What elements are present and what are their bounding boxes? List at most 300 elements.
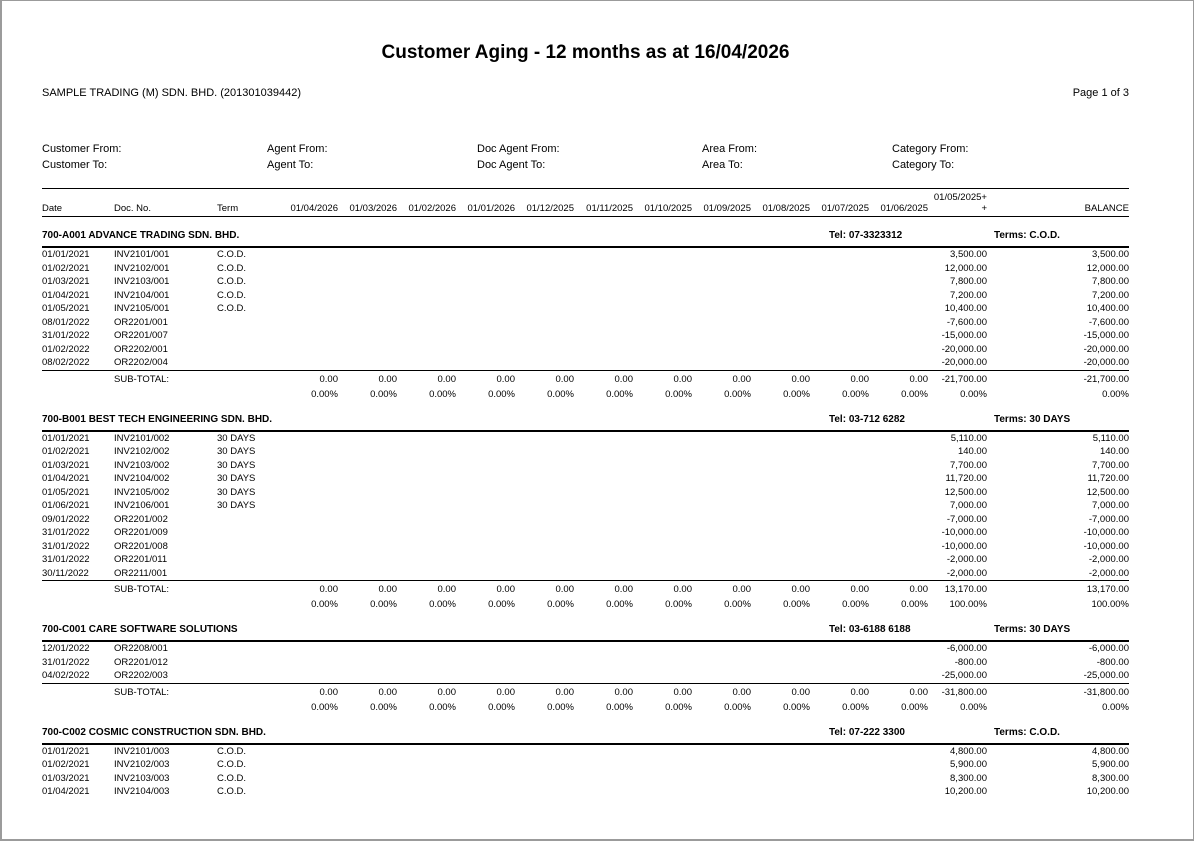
cell-balance: 8,300.00 [1092,772,1129,784]
cell-date: 01/03/2021 [42,276,90,287]
customer-section [42,622,1129,714]
cell-doc-no: INV2103/001 [114,276,170,287]
cell-balance: 140.00 [1099,446,1129,457]
cell-doc-no: INV2105/002 [114,486,170,498]
cell-date: 01/02/2021 [42,446,90,457]
cell-date: 04/02/2022 [42,670,90,681]
column-header-balance: BALANCE [1084,203,1129,214]
filter-from-label: Category From: [892,143,969,155]
table-row [42,486,1129,500]
cell-doc-no: INV2104/002 [114,473,170,484]
table-row [42,669,1129,683]
column-header-aging: 01/01/2026 [467,203,515,214]
cell-aged-amount: -15,000.00 [941,330,987,341]
cell-date: 12/01/2022 [42,643,90,654]
cell-date: 01/04/2021 [42,289,90,301]
cell-doc-no: OR2211/001 [114,567,168,579]
subtotal-amount: 0.00 [732,584,751,595]
percent-amount: 100.00% [949,599,987,610]
filter-from-label: Area From: [702,143,758,155]
table-row [42,642,1129,656]
customer-terms: Terms: C.O.D. [994,726,1060,738]
customer-section [42,412,1129,612]
percent-amount: 0.00% [370,599,397,610]
cell-date: 01/03/2021 [42,772,90,784]
cell-doc-no: INV2102/002 [114,446,170,457]
cell-aged-amount: -2,000.00 [946,554,987,565]
filter-column [42,141,267,173]
table-row [42,302,1129,316]
percent-amount: 0.00% [311,388,338,400]
filter-column [477,141,702,173]
cell-balance: 7,800.00 [1092,276,1129,287]
cell-doc-no: INV2102/003 [114,759,170,770]
cell-term: C.O.D. [217,249,247,260]
table-row [42,526,1129,540]
cell-term [217,343,279,357]
cell-date: 01/03/2021 [42,459,90,471]
percent-amount: 0.00% [370,701,397,713]
cell-term [217,329,279,343]
column-header-aging: 01/12/2025 [526,203,574,214]
column-header-aging: 01/10/2025 [644,203,692,214]
customer-header-row [42,725,1129,745]
cell-date: 30/11/2022 [42,567,89,579]
cell-balance: -10,000.00 [1083,540,1129,552]
customer-tel: Tel: 03-6188 6188 [829,624,911,635]
filter-from-label: Doc Agent From: [477,143,560,155]
percent-amount: 0.00% [547,599,574,610]
column-header-label: Term [217,203,239,214]
cell-aged-amount: -25,000.00 [941,670,987,681]
column-header-aging: 01/02/2026 [408,203,456,214]
table-row [42,432,1129,446]
subtotal-amount: 0.00 [850,584,869,595]
percent-balance: 0.00% [1102,701,1129,713]
cell-term: C.O.D. [217,786,247,797]
customer-code-name: 700-A001 ADVANCE TRADING SDN. BHD. [42,230,240,241]
subtotal-amount: 0.00 [496,584,515,595]
subtotal-amount: 0.00 [319,686,338,698]
cell-doc-no: INV2101/002 [114,432,170,444]
cell-doc-no: OR2202/003 [114,670,168,681]
cell-balance: -20,000.00 [1083,343,1129,355]
cell-balance: 5,900.00 [1092,759,1129,770]
cell-balance: -2,000.00 [1088,567,1129,579]
subtotal-balance: -21,700.00 [1083,373,1129,385]
table-row [42,445,1129,459]
percent-amount: 0.00% [488,599,515,610]
subtotal-amount: 0.00 [673,373,692,385]
cell-term: 30 DAYS [217,446,256,457]
cell-aged-amount: -10,000.00 [941,527,987,538]
percent-amount: 0.00% [665,701,692,713]
cell-date: 01/01/2021 [42,745,90,757]
cell-doc-no: OR2202/004 [114,357,168,368]
subtotal-amount: 0.00 [437,584,456,595]
percent-amount: 0.00% [783,388,810,400]
aging-plus-line2: + [981,203,987,214]
cell-term: C.O.D. [217,289,247,301]
cell-balance: -2,000.00 [1088,554,1129,565]
percent-amount: 0.00% [606,701,633,713]
subtotal-amount: 0.00 [850,686,869,698]
subtotal-label: SUB-TOTAL: [114,373,170,385]
percent-amount: 0.00% [724,701,751,713]
cell-term: C.O.D. [217,759,247,770]
filter-column [892,141,968,173]
cell-aged-amount: -20,000.00 [941,343,987,355]
subtotal-row [42,580,1129,596]
subtotal-amount: 0.00 [791,373,810,385]
cell-balance: 4,800.00 [1092,745,1129,757]
table-row [42,540,1129,554]
cell-doc-no: INV2103/003 [114,772,170,784]
filter-to-label: Area To: [702,159,743,171]
cell-aged-amount: -6,000.00 [946,643,987,654]
cell-date: 01/05/2021 [42,486,90,498]
percent-balance: 0.00% [1102,388,1129,400]
column-header-aging-plus [928,192,987,214]
filter-panel [42,141,1129,173]
cell-term: 30 DAYS [217,459,256,471]
cell-term [217,356,279,370]
cell-term: C.O.D. [217,303,247,314]
cell-aged-amount: 12,000.00 [944,262,987,274]
cell-balance: 12,500.00 [1086,486,1129,498]
subtotal-amount: 0.00 [673,584,692,595]
customer-code-name: 700-C001 CARE SOFTWARE SOLUTIONS [42,624,238,635]
cell-date: 01/02/2021 [42,759,90,770]
cell-balance: -6,000.00 [1088,643,1129,654]
cell-term [217,656,279,670]
cell-balance: 10,400.00 [1086,303,1129,314]
cell-aged-amount: 10,400.00 [944,303,987,314]
customer-header-row [42,412,1129,432]
percent-amount: 0.00% [429,599,456,610]
cell-aged-amount: 7,200.00 [950,289,987,301]
filter-to-label: Category To: [892,159,955,171]
cell-doc-no: INV2101/003 [114,745,170,757]
subtotal-amount: 0.00 [319,373,338,385]
filter-column [702,141,892,173]
percent-amount: 0.00% [783,701,810,713]
cell-balance: -7,600.00 [1088,316,1129,328]
table-row [42,289,1129,303]
percent-amount: 0.00% [783,599,810,610]
cell-doc-no: INV2101/001 [114,249,170,260]
table-row [42,472,1129,486]
table-row [42,329,1129,343]
subtotal-amount: 0.00 [732,373,751,385]
percent-row [42,386,1129,401]
cell-date: 01/01/2021 [42,432,90,444]
cell-aged-amount: 5,110.00 [950,432,987,444]
percent-amount: 0.00% [665,599,692,610]
cell-balance: 12,000.00 [1086,262,1129,274]
percent-amount: 0.00% [606,599,633,610]
table-row [42,262,1129,276]
table-row [42,343,1129,357]
cell-aged-amount: 7,800.00 [950,276,987,287]
cell-aged-amount: 4,800.00 [950,745,987,757]
cell-aged-amount: -800.00 [954,656,987,668]
column-header-aging: 01/03/2026 [349,203,397,214]
page-indicator: Page 1 of 3 [1072,87,1129,99]
subtotal-amount: 0.00 [319,584,338,595]
report-title: Customer Aging - 12 months as at 16/04/2026 [381,42,790,63]
subtotal-amount: 0.00 [909,373,928,385]
customer-code-name: 700-B001 BEST TECH ENGINEERING SDN. BHD. [42,413,273,425]
cell-doc-no: INV2102/001 [114,262,170,274]
column-header-aging: 01/11/2025 [586,203,633,214]
column-header-aging: 01/09/2025 [703,203,751,214]
cell-date: 08/02/2022 [42,357,90,368]
cell-term: 30 DAYS [217,473,256,484]
column-header-aging: 01/07/2025 [821,203,869,214]
customer-tel: Tel: 07-3323312 [829,230,903,241]
cell-term: C.O.D. [217,772,247,784]
cell-balance: 10,200.00 [1086,786,1129,797]
column-header-label: Date [42,203,63,214]
subtotal-amount: 0.00 [378,686,397,698]
cell-date: 01/04/2021 [42,473,90,484]
cell-date: 01/02/2021 [42,262,90,274]
cell-date: 01/05/2021 [42,303,90,314]
cell-term: 30 DAYS [217,432,256,444]
customer-section [42,228,1129,401]
percent-row [42,596,1129,611]
cell-doc-no: OR2202/001 [114,343,168,355]
percent-amount: 0.00% [901,701,928,713]
table-row [42,553,1129,567]
subtotal-amount: 0.00 [614,373,633,385]
filter-column [267,141,477,173]
cell-date: 01/04/2021 [42,786,90,797]
percent-amount: 0.00% [311,599,338,610]
cell-date: 01/06/2021 [42,500,90,511]
table-row [42,772,1129,786]
cell-date: 31/01/2022 [42,330,90,341]
cell-date: 01/02/2022 [42,343,90,355]
cell-doc-no: OR2201/011 [114,554,168,565]
cell-doc-no: OR2201/012 [114,656,168,668]
cell-aged-amount: 12,500.00 [944,486,987,498]
cell-term [217,513,279,527]
table-row [42,316,1129,330]
cell-doc-no: INV2103/002 [114,459,170,471]
cell-date: 09/01/2022 [42,513,90,525]
subtotal-amount: 13,170.00 [944,584,987,595]
table-row [42,758,1129,772]
cell-aged-amount: 140.00 [957,446,987,457]
cell-doc-no: INV2106/001 [114,500,170,511]
percent-amount: 0.00% [960,388,987,400]
cell-balance: 11,720.00 [1087,473,1129,484]
cell-term [217,669,279,683]
cell-balance: 7,700.00 [1092,459,1129,471]
subtotal-amount: 0.00 [496,686,515,698]
subtotal-label: SUB-TOTAL: [114,686,170,698]
column-header-aging: 01/06/2025 [880,203,928,214]
percent-amount: 0.00% [429,388,456,400]
cell-term [217,567,279,581]
filter-to-label: Doc Agent To: [477,159,546,171]
aging-plus-line1: 01/05/2025+ [933,192,987,203]
percent-amount: 0.00% [311,701,338,713]
cell-balance: 3,500.00 [1092,249,1129,260]
percent-row [42,699,1129,714]
customer-header-row [42,228,1129,248]
percent-amount: 0.00% [842,701,869,713]
company-name: SAMPLE TRADING (M) SDN. BHD. (201301039442) [42,87,301,99]
subtotal-label: SUB-TOTAL: [114,584,170,595]
cell-aged-amount: 3,500.00 [950,249,987,260]
percent-amount: 0.00% [842,388,869,400]
table-row [42,745,1129,759]
cell-date: 01/01/2021 [42,249,90,260]
cell-doc-no: INV2104/003 [114,786,170,797]
table-row [42,275,1129,289]
cell-doc-no: OR2201/001 [114,316,168,328]
table-row [42,567,1129,581]
subtotal-balance: 13,170.00 [1086,584,1129,595]
cell-doc-no: OR2208/001 [114,643,168,654]
subtotal-amount: -31,800.00 [941,686,987,698]
percent-amount: 0.00% [488,388,515,400]
percent-amount: 0.00% [429,701,456,713]
customer-code-name: 700-C002 COSMIC CONSTRUCTION SDN. BHD. [42,726,266,738]
customer-terms: Terms: C.O.D. [994,230,1060,241]
cell-doc-no: INV2104/001 [114,289,170,301]
customer-header-row [42,622,1129,642]
cell-balance: -25,000.00 [1083,670,1129,681]
subtotal-amount: -21,700.00 [941,373,987,385]
cell-balance: -800.00 [1096,656,1129,668]
cell-aged-amount: -2,000.00 [946,567,987,579]
subtotal-amount: 0.00 [909,584,928,595]
customer-tel: Tel: 03-712 6282 [829,413,905,425]
subtotal-amount: 0.00 [496,373,515,385]
cell-balance: 7,200.00 [1092,289,1129,301]
sections [42,228,1129,799]
cell-aged-amount: -20,000.00 [941,357,987,368]
cell-date: 31/01/2022 [42,527,90,538]
table-header-row [42,188,1129,217]
column-header-label: Doc. No. [114,203,151,214]
subtotal-balance: -31,800.00 [1083,686,1129,698]
table-row [42,248,1129,262]
percent-amount: 0.00% [960,701,987,713]
cell-term: C.O.D. [217,745,247,757]
cell-balance: -10,000.00 [1083,527,1129,538]
percent-balance: 100.00% [1091,599,1129,610]
subtotal-amount: 0.00 [378,373,397,385]
filter-from-label: Agent From: [267,143,328,155]
cell-aged-amount: 10,200.00 [944,786,987,797]
cell-balance: -7,000.00 [1088,513,1129,525]
subtotal-amount: 0.00 [437,686,456,698]
percent-amount: 0.00% [724,599,751,610]
cell-term [217,642,279,656]
subtotal-amount: 0.00 [673,686,692,698]
cell-date: 31/01/2022 [42,656,90,668]
report-meta-row [42,87,1129,99]
cell-aged-amount: 7,000.00 [950,500,987,511]
percent-amount: 0.00% [488,701,515,713]
subtotal-amount: 0.00 [791,584,810,595]
subtotal-amount: 0.00 [555,584,574,595]
cell-doc-no: OR2201/002 [114,513,168,525]
cell-balance: 7,000.00 [1092,500,1129,511]
subtotal-amount: 0.00 [614,584,633,595]
customer-tel: Tel: 07-222 3300 [829,726,905,738]
subtotal-amount: 0.00 [555,686,574,698]
cell-balance: 5,110.00 [1092,432,1129,444]
cell-aged-amount: 11,720.00 [945,473,987,484]
table-row [42,513,1129,527]
cell-doc-no: OR2201/007 [114,330,168,341]
cell-balance: -15,000.00 [1083,330,1129,341]
filter-to-label: Customer To: [42,159,108,171]
cell-balance: -20,000.00 [1083,357,1129,368]
cell-aged-amount: -10,000.00 [941,540,987,552]
table-row [42,656,1129,670]
cell-aged-amount: -7,000.00 [946,513,987,525]
customer-terms: Terms: 30 DAYS [994,624,1071,635]
subtotal-amount: 0.00 [909,686,928,698]
cell-aged-amount: 5,900.00 [950,759,987,770]
percent-amount: 0.00% [547,388,574,400]
cell-aged-amount: 7,700.00 [950,459,987,471]
percent-amount: 0.00% [724,388,751,400]
cell-term [217,526,279,540]
cell-term [217,553,279,567]
percent-amount: 0.00% [606,388,633,400]
cell-doc-no: OR2201/009 [114,527,168,538]
cell-term: 30 DAYS [217,486,256,498]
percent-amount: 0.00% [842,599,869,610]
customer-section [42,725,1129,799]
cell-term: 30 DAYS [217,500,256,511]
cell-term [217,540,279,554]
table-row [42,459,1129,473]
table-row [42,356,1129,370]
customer-terms: Terms: 30 DAYS [994,413,1071,425]
percent-amount: 0.00% [665,388,692,400]
subtotal-amount: 0.00 [555,373,574,385]
cell-term [217,316,279,330]
cell-date: 31/01/2022 [42,540,90,552]
subtotal-amount: 0.00 [614,686,633,698]
subtotal-amount: 0.00 [732,686,751,698]
table-row [42,785,1129,799]
percent-amount: 0.00% [370,388,397,400]
subtotal-row [42,370,1129,386]
percent-amount: 0.00% [901,388,928,400]
subtotal-row [42,683,1129,699]
percent-amount: 0.00% [547,701,574,713]
filter-to-label: Agent To: [267,159,314,171]
cell-date: 08/01/2022 [42,316,90,328]
cell-doc-no: INV2105/001 [114,303,170,314]
cell-term: C.O.D. [217,262,247,274]
percent-amount: 0.00% [901,599,928,610]
filter-from-label: Customer From: [42,143,122,155]
subtotal-amount: 0.00 [791,686,810,698]
column-header-aging: 01/04/2026 [290,203,338,214]
table-row [42,499,1129,513]
